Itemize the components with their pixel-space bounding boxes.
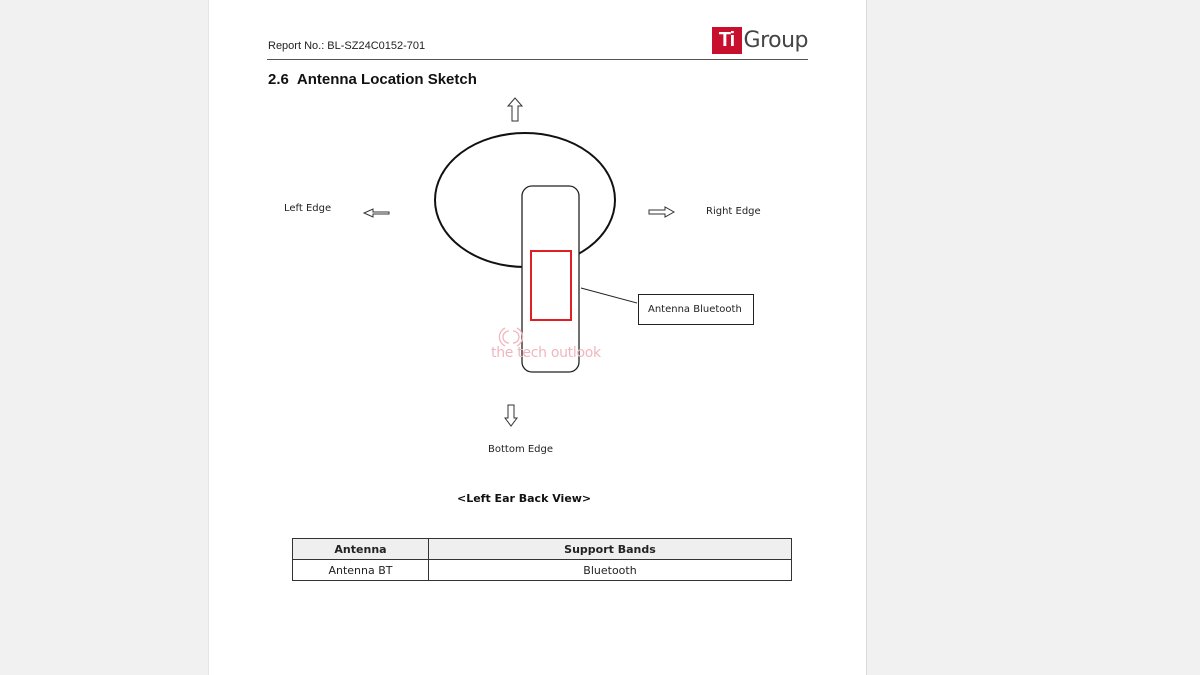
table-row (293, 560, 792, 581)
watermark-signal-icon (499, 328, 522, 346)
figure-caption: <Left Ear Back View> (457, 492, 592, 505)
table-cell-band: Bluetooth (429, 560, 792, 581)
right-arrow-icon (649, 207, 674, 217)
report-number: Report No.: BL-SZ24C0152-701 (268, 40, 426, 52)
column-header-antenna: Antenna (293, 539, 429, 560)
right-edge-label: Right Edge (706, 206, 761, 217)
table-cell-antenna: Antenna BT (293, 560, 429, 581)
table-header-row (293, 539, 792, 560)
left-edge-label: Left Edge (284, 203, 332, 214)
left-arrow-icon (364, 209, 389, 217)
logo-mark: Ti (712, 27, 742, 54)
down-arrow-icon (505, 405, 517, 426)
antenna-callout-label: Antenna Bluetooth (648, 304, 742, 315)
watermark-text: the tech outlook (491, 345, 601, 361)
column-header-support-bands: Support Bands (429, 539, 792, 560)
logo-word: Group (743, 27, 808, 53)
document-page (208, 0, 867, 675)
antenna-bands-table (292, 538, 792, 581)
antenna-pointer-line (581, 288, 637, 303)
bottom-edge-label: Bottom Edge (488, 444, 554, 455)
up-arrow-icon (508, 98, 522, 121)
section-title: Antenna Location Sketch (296, 71, 477, 88)
antenna-callout-box (638, 294, 754, 325)
section-number: 2.6 (268, 71, 289, 88)
